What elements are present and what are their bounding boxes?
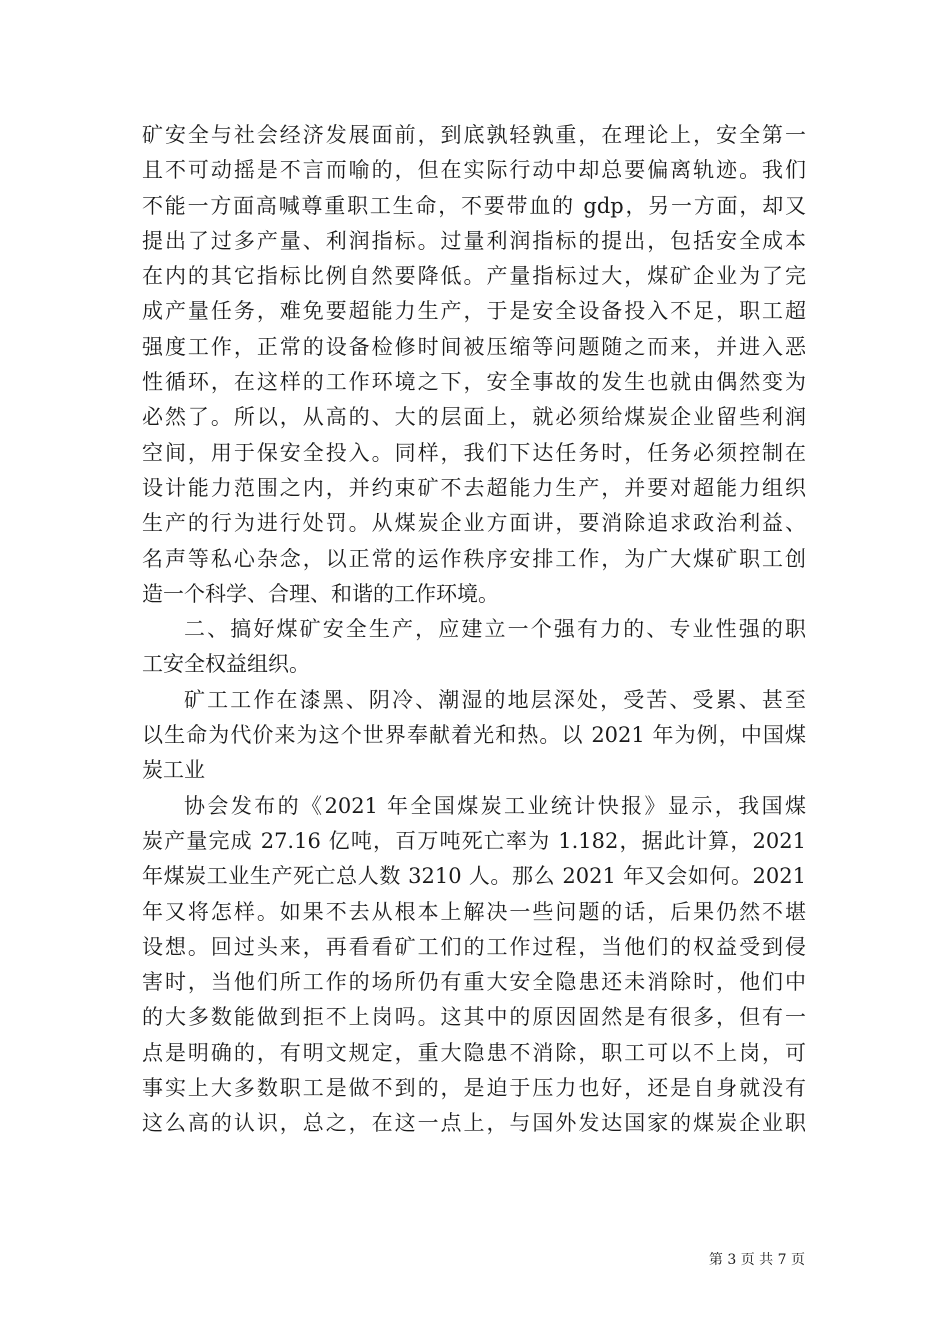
text-line: 事实上大多数职工是做不到的，是迫于压力也好，还是自身就没有	[142, 1076, 806, 1101]
text-line: 这么高的认识，总之，在这一点上，与国外发达国家的煤炭企业职	[142, 1111, 806, 1136]
text-line: 以生命为代价来为这个世界奉献着光和热。以 2021 年为例，中国煤	[142, 723, 806, 748]
section-heading-line: 二、搞好煤矿安全生产，应建立一个强有力的、专业性强的职	[184, 617, 806, 642]
text-line: 炭工业	[142, 758, 205, 783]
text-line: 设想。回过头来，再看看矿工们的工作过程，当他们的权益受到侵	[142, 934, 806, 959]
section-heading-line: 工安全权益组织。	[142, 652, 310, 677]
text-line: 年煤炭工业生产死亡总人数 3210 人。那么 2021 年又会如何。2021	[142, 864, 806, 889]
text-line: 提出了过多产量、利润指标。过量利润指标的提出，包括安全成本	[142, 228, 806, 253]
text-line: 的大多数能做到拒不上岗吗。这其中的原因固然是有很多，但有一	[142, 1005, 806, 1030]
body-text	[142, 118, 806, 1142]
text-line: 造一个科学、合理、和谐的工作环境。	[142, 581, 499, 606]
text-line: 成产量任务，难免要超能力生产，于是安全设备投入不足，职工超	[142, 299, 806, 324]
text-line: 协会发布的《2021 年全国煤炭工业统计快报》显示，我国煤	[184, 793, 806, 818]
text-line: 设计能力范围之内，并约束矿不去超能力生产，并要对超能力组织	[142, 475, 806, 500]
text-line: 名声等私心杂念，以正常的运作秩序安排工作，为广大煤矿职工创	[142, 546, 806, 571]
text-line: 在内的其它指标比例自然要降低。产量指标过大，煤矿企业为了完	[142, 264, 806, 289]
text-line: 强度工作，正常的设备检修时间被压缩等问题随之而来，并进入恶	[142, 334, 806, 359]
text-line: 炭产量完成 27.16 亿吨，百万吨死亡率为 1.182，据此计算，2021	[142, 828, 806, 853]
text-line: 且不可动摇是不言而喻的，但在实际行动中却总要偏离轨迹。我们	[142, 158, 806, 183]
text-line: 必然了。所以，从高的、大的层面上，就必须给煤炭企业留些利润	[142, 405, 806, 430]
page-number: 第 3 页 共 7 页	[708, 1252, 805, 1268]
text-line: 点是明确的，有明文规定，重大隐患不消除，职工可以不上岗，可	[142, 1040, 806, 1065]
text-line: 生产的行为进行处罚。从煤炭企业方面讲，要消除追求政治利益、	[142, 511, 806, 536]
text-line: 害时，当他们所工作的场所仍有重大安全隐患还未消除时，他们中	[142, 970, 806, 995]
text-line: 不能一方面高喊尊重职工生命，不要带血的 gdp，另一方面，却又	[142, 193, 806, 218]
text-line: 矿安全与社会经济发展面前，到底孰轻孰重，在理论上，安全第一	[142, 123, 806, 147]
text-line: 性循环，在这样的工作环境之下，安全事故的发生也就由偶然变为	[142, 370, 806, 395]
text-line: 年又将怎样。如果不去从根本上解决一些问题的话，后果仍然不堪	[142, 899, 806, 924]
text-line: 空间，用于保安全投入。同样，我们下达任务时，任务必须控制在	[142, 440, 806, 465]
text-line: 矿工工作在漆黑、阴冷、潮湿的地层深处，受苦、受累、甚至	[184, 687, 806, 712]
